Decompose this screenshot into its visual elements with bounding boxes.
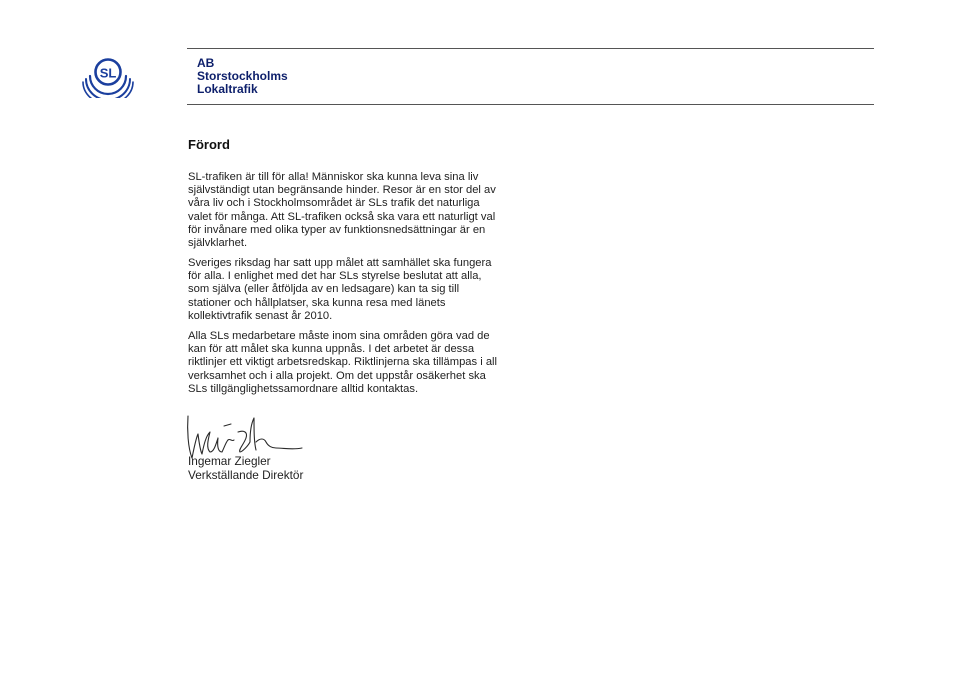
header-rule-bottom bbox=[187, 104, 874, 105]
text-line: för invånare med olika typer av funktionsnedsättningar är en bbox=[188, 223, 486, 236]
company-name-line: Storstockholms bbox=[197, 69, 288, 83]
text-line: självklarhet. bbox=[188, 237, 248, 250]
page-title: Förord bbox=[188, 137, 230, 152]
text-line: stationer och hållplatser, ska kunna resa med länets bbox=[188, 296, 446, 309]
text-line: Sveriges riksdag har satt upp målet att samhället ska fungera bbox=[188, 257, 492, 269]
text-line: SLs tillgänglighetssamordnare alltid kontaktas. bbox=[188, 382, 419, 395]
company-name-line: AB bbox=[197, 56, 215, 70]
text-line: för alla. I enlighet med det har SLs styrelse beslutat att alla, bbox=[188, 270, 482, 283]
text-line: riktlinjer ett viktigt arbetsredskap. Riktlinjerna ska tillämpas i all bbox=[188, 356, 498, 369]
text-line: kan för att målet ska kunna uppnås. I det arbetet är dessa bbox=[188, 343, 475, 356]
paragraph bbox=[188, 171, 518, 250]
text-line: kollektivtrafik senast år 2010. bbox=[188, 309, 333, 322]
signer-name: Ingemar Ziegler bbox=[188, 454, 271, 468]
header-rule-top bbox=[187, 48, 874, 49]
paragraph bbox=[188, 257, 518, 323]
text-line: verksamhet och i alla projekt. Om det uppstår osäkerhet ska bbox=[188, 369, 486, 382]
text-line: valet för många. Att SL-trafiken också ska vara ett naturligt val bbox=[188, 210, 496, 223]
sl-logo-text: SL bbox=[99, 65, 117, 81]
sl-logo-icon bbox=[82, 52, 134, 98]
text-line: självständigt utan begränsande hinder. Resor är en stor del av bbox=[188, 184, 496, 197]
text-line: som själva (eller åtföljda av en ledsagare) kan ta sig till bbox=[188, 283, 460, 296]
text-line: Alla SLs medarbetare måste inom sina områden göra vad de bbox=[188, 330, 490, 342]
text-line: våra liv och i Stockholmsområdet är SLs trafik det naturliga bbox=[188, 197, 480, 210]
paragraph bbox=[188, 330, 518, 396]
signer-title: Verkställande Direktör bbox=[188, 468, 304, 482]
company-name bbox=[197, 57, 288, 96]
text-line: SL-trafiken är till för alla! Människor ska kunna leva sina liv bbox=[188, 171, 479, 183]
signer-block bbox=[188, 454, 303, 482]
company-name-line: Lokaltrafik bbox=[197, 82, 258, 96]
